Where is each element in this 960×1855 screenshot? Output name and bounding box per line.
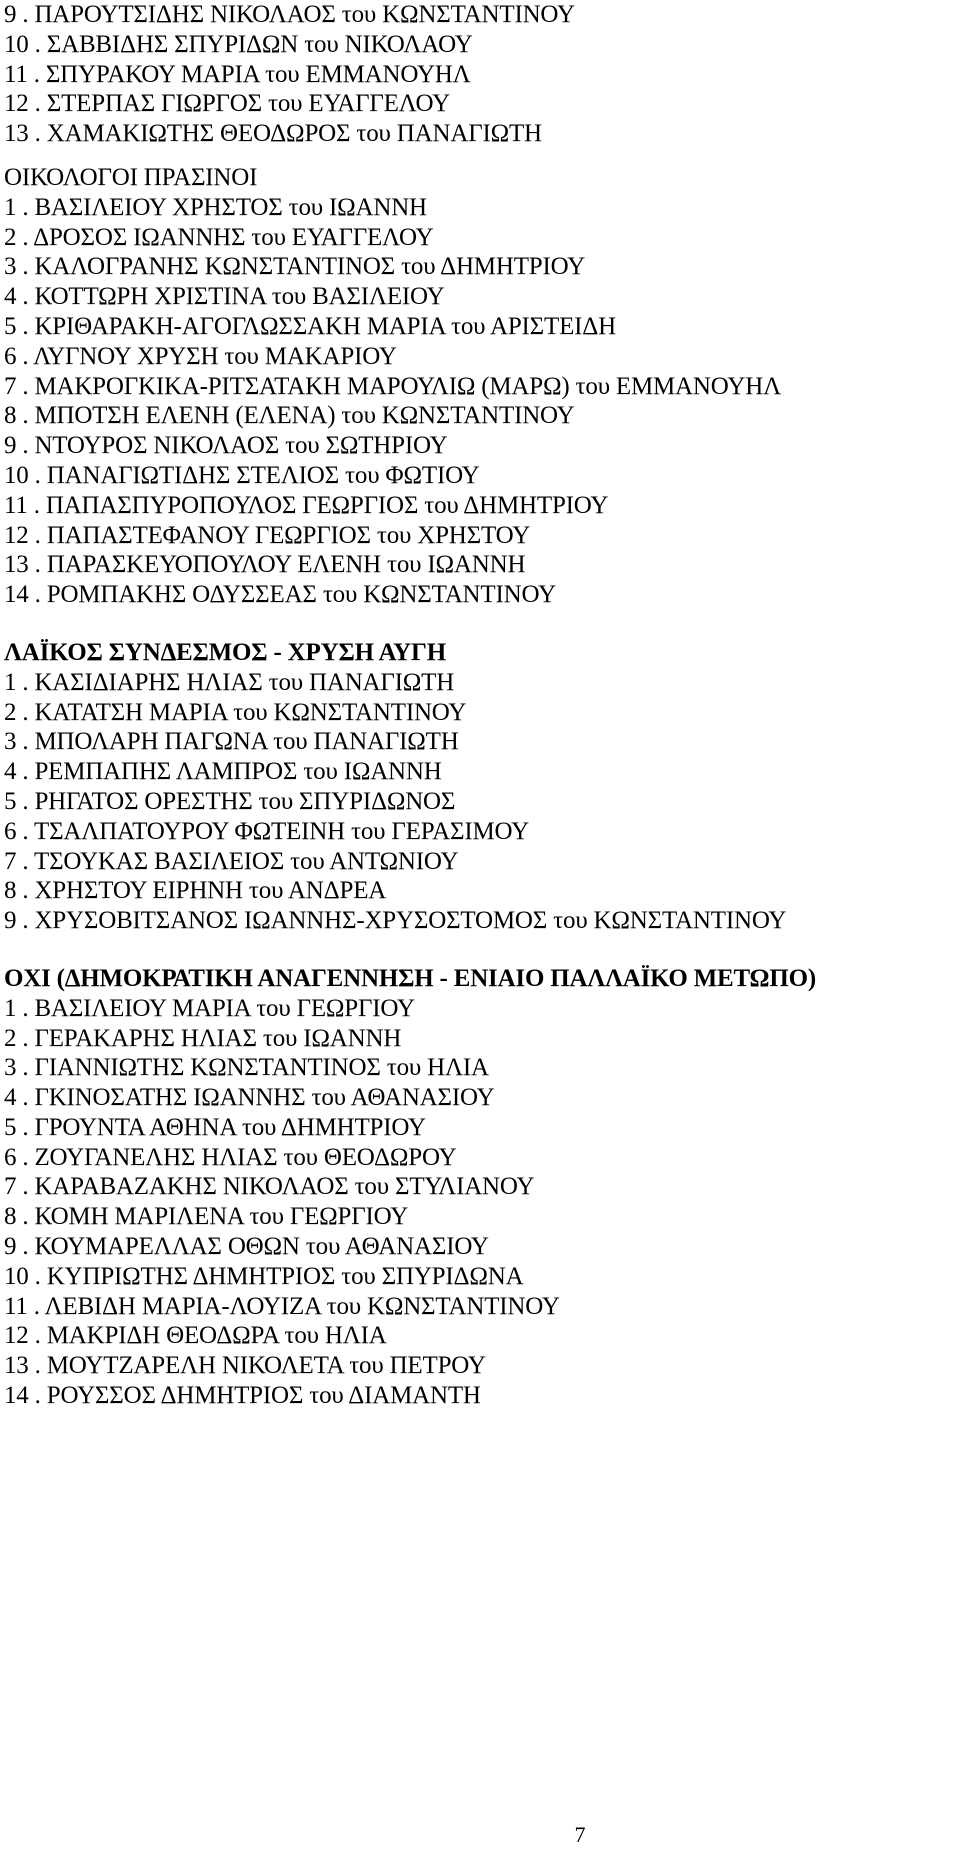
party-heading: ΛΑΪΚΟΣ ΣΥΝΔΕΣΜΟΣ - ΧΡΥΣΗ ΑΥΓΗ — [4, 638, 446, 666]
list-item: 8 . ΜΠΟΤΣΗ ΕΛΕΝΗ (ΕΛΕΝΑ) του ΚΩΝΣΤΑΝΤΙΝΟΥ — [4, 402, 575, 430]
list-item: 1 . ΒΑΣΙΛΕΙΟΥ ΜΑΡΙΑ του ΓΕΩΡΓΙΟΥ — [4, 994, 415, 1022]
list-item: 4 . ΚΟΤΤΩΡΗ ΧΡΙΣΤΙΝΑ του ΒΑΣΙΛΕΙΟΥ — [4, 283, 445, 311]
list-item: 9 . ΧΡΥΣΟΒΙΤΣΑΝΟΣ ΙΩΑΝΝΗΣ-ΧΡΥΣΟΣΤΟΜΟΣ του ΚΩΝΣΤΑΝΤΙΝΟΥ — [4, 907, 787, 935]
list-item: 14 . ΡΟΥΣΣΟΣ ΔΗΜΗΤΡΙΟΣ του ΔΙΑΜΑΝΤΗ — [4, 1382, 481, 1410]
continued-list — [4, 0, 956, 149]
list-item: 14 . ΡΟΜΠΑΚΗΣ ΟΔΥΣΣΕΑΣ του ΚΩΝΣΤΑΝΤΙΝΟΥ — [4, 581, 556, 609]
list-item: 12 . ΣΤΕΡΠΑΣ ΓΙΩΡΓΟΣ του ΕΥΑΓΓΕΛΟΥ — [4, 90, 451, 118]
list-item: 8 . ΧΡΗΣΤΟΥ ΕΙΡΗΝΗ του ΑΝΔΡΕΑ — [4, 877, 387, 905]
list-item: 5 . ΓΡΟΥΝΤΑ ΑΘΗΝΑ του ΔΗΜΗΤΡΙΟΥ — [4, 1113, 426, 1141]
list-item: 2 . ΚΑΤΑΤΣΗ ΜΑΡΙΑ του ΚΩΝΣΤΑΝΤΙΝΟΥ — [4, 698, 467, 726]
list-item: 4 . ΡΕΜΠΑΠΗΣ ΛΑΜΠΡΟΣ του ΙΩΑΝΝΗ — [4, 758, 442, 786]
spacer — [4, 149, 956, 163]
list-item: 5 . ΚΡΙΘΑΡΑΚΗ-ΑΓΟΓΛΩΣΣΑΚΗ ΜΑΡΙΑ του ΑΡΙΣΤΕΙΔΗ — [4, 312, 616, 340]
party-section — [4, 163, 956, 610]
list-item: 3 . ΚΑΛΟΓΡΑΝΗΣ ΚΩΝΣΤΑΝΤΙΝΟΣ του ΔΗΜΗΤΡΙΟΥ — [4, 253, 586, 281]
list-item: 13 . ΧΑΜΑΚΙΩΤΗΣ ΘΕΟΔΩΡΟΣ του ΠΑΝΑΓΙΩΤΗ — [4, 120, 542, 148]
list-item: 11 . ΣΠΥΡΑΚΟΥ ΜΑΡΙΑ του ΕΜΜΑΝΟΥΗΛ — [4, 60, 471, 88]
spacer — [4, 610, 956, 638]
list-item: 9 . ΝΤΟΥΡΟΣ ΝΙΚΟΛΑΟΣ του ΣΩΤΗΡΙΟΥ — [4, 432, 448, 460]
list-item: 6 . ΛΥΓΝΟΥ ΧΡΥΣΗ του ΜΑΚΑΡΙΟΥ — [4, 342, 397, 370]
list-item: 11 . ΛΕΒΙΔΗ ΜΑΡΙΑ-ΛΟΥΙΖΑ του ΚΩΝΣΤΑΝΤΙΝΟΥ — [4, 1292, 560, 1320]
list-item: 7 . ΜΑΚΡΟΓΚΙΚΑ-ΡΙΤΣΑΤΑΚΗ ΜΑΡΟΥΛΙΩ (ΜΑΡΩ) του ΕΜΜΑΝΟΥΗΛ — [4, 372, 782, 400]
list-item: 8 . ΚΟΜΗ ΜΑΡΙΛΕΝΑ του ΓΕΩΡΓΙΟΥ — [4, 1203, 409, 1231]
party-heading: ΟΧΙ (ΔΗΜΟΚΡΑΤΙΚΗ ΑΝΑΓΕΝΝΗΣΗ - ΕΝΙΑΙΟ ΠΑΛΛΑΪΚΟ ΜΕΤΩΠΟ) — [4, 964, 816, 992]
list-item: 2 . ΓΕΡΑΚΑΡΗΣ ΗΛΙΑΣ του ΙΩΑΝΝΗ — [4, 1024, 402, 1052]
list-item: 6 . ΤΣΑΛΠΑΤΟΥΡΟΥ ΦΩΤΕΙΝΗ του ΓΕΡΑΣΙΜΟΥ — [4, 817, 529, 845]
list-item: 13 . ΠΑΡΑΣΚΕΥΟΠΟΥΛΟΥ ΕΛΕΝΗ του ΙΩΑΝΝΗ — [4, 551, 526, 579]
list-item: 3 . ΜΠΟΛΑΡΗ ΠΑΓΩΝΑ του ΠΑΝΑΓΙΩΤΗ — [4, 728, 459, 756]
page-number: 7 — [574, 1822, 586, 1847]
party-section — [4, 964, 956, 1411]
list-item: 10 . ΚΥΠΡΙΩΤΗΣ ΔΗΜΗΤΡΙΟΣ του ΣΠΥΡΙΔΩΝΑ — [4, 1262, 524, 1290]
party-heading: ΟΙΚΟΛΟΓΟΙ ΠΡΑΣΙΝΟΙ — [4, 163, 258, 191]
list-item: 1 . ΒΑΣΙΛΕΙΟΥ ΧΡΗΣΤΟΣ του ΙΩΑΝΝΗ — [4, 193, 427, 221]
list-item: 12 . ΜΑΚΡΙΔΗ ΘΕΟΔΩΡΑ του ΗΛΙΑ — [4, 1322, 387, 1350]
list-item: 9 . ΠΑΡΟΥΤΣΙΔΗΣ ΝΙΚΟΛΑΟΣ του ΚΩΝΣΤΑΝΤΙΝΟΥ — [4, 1, 575, 28]
list-item: 6 . ΖΟΥΓΑΝΕΛΗΣ ΗΛΙΑΣ του ΘΕΟΔΩΡΟΥ — [4, 1143, 457, 1171]
candidate-lists — [4, 0, 956, 1411]
list-item: 2 . ΔΡΟΣΟΣ ΙΩΑΝΝΗΣ του ΕΥΑΓΓΕΛΟΥ — [4, 223, 434, 251]
party-section — [4, 638, 956, 936]
list-item: 7 . ΚΑΡΑΒΑΖΑΚΗΣ ΝΙΚΟΛΑΟΣ του ΣΤΥΛΙΑΝΟΥ — [4, 1173, 535, 1201]
list-item: 10 . ΣΑΒΒΙΔΗΣ ΣΠΥΡΙΔΩΝ του ΝΙΚΟΛΑΟΥ — [4, 30, 473, 58]
list-item: 12 . ΠΑΠΑΣΤΕΦΑΝΟΥ ΓΕΩΡΓΙΟΣ του ΧΡΗΣΤΟΥ — [4, 521, 531, 549]
list-item: 13 . ΜΟΥΤΖΑΡΕΛΗ ΝΙΚΟΛΕΤΑ του ΠΕΤΡΟΥ — [4, 1352, 486, 1380]
list-item: 5 . ΡΗΓΑΤΟΣ ΟΡΕΣΤΗΣ του ΣΠΥΡΙΔΩΝΟΣ — [4, 787, 456, 815]
list-item: 1 . ΚΑΣΙΔΙΑΡΗΣ ΗΛΙΑΣ του ΠΑΝΑΓΙΩΤΗ — [4, 668, 455, 696]
list-item: 7 . ΤΣΟΥΚΑΣ ΒΑΣΙΛΕΙΟΣ του ΑΝΤΩΝΙΟΥ — [4, 847, 459, 875]
list-item: 9 . ΚΟΥΜΑΡΕΛΛΑΣ ΟΘΩΝ του ΑΘΑΝΑΣΙΟΥ — [4, 1233, 489, 1261]
list-item: 10 . ΠΑΝΑΓΙΩΤΙΔΗΣ ΣΤΕΛΙΟΣ του ΦΩΤΙΟΥ — [4, 461, 480, 489]
spacer — [4, 936, 956, 964]
list-item: 4 . ΓΚΙΝΟΣΑΤΗΣ ΙΩΑΝΝΗΣ του ΑΘΑΝΑΣΙΟΥ — [4, 1084, 495, 1112]
list-item: 3 . ΓΙΑΝΝΙΩΤΗΣ ΚΩΝΣΤΑΝΤΙΝΟΣ του ΗΛΙΑ — [4, 1054, 489, 1082]
list-item: 11 . ΠΑΠΑΣΠΥΡΟΠΟΥΛΟΣ ΓΕΩΡΓΙΟΣ του ΔΗΜΗΤΡΙΟΥ — [4, 491, 609, 519]
